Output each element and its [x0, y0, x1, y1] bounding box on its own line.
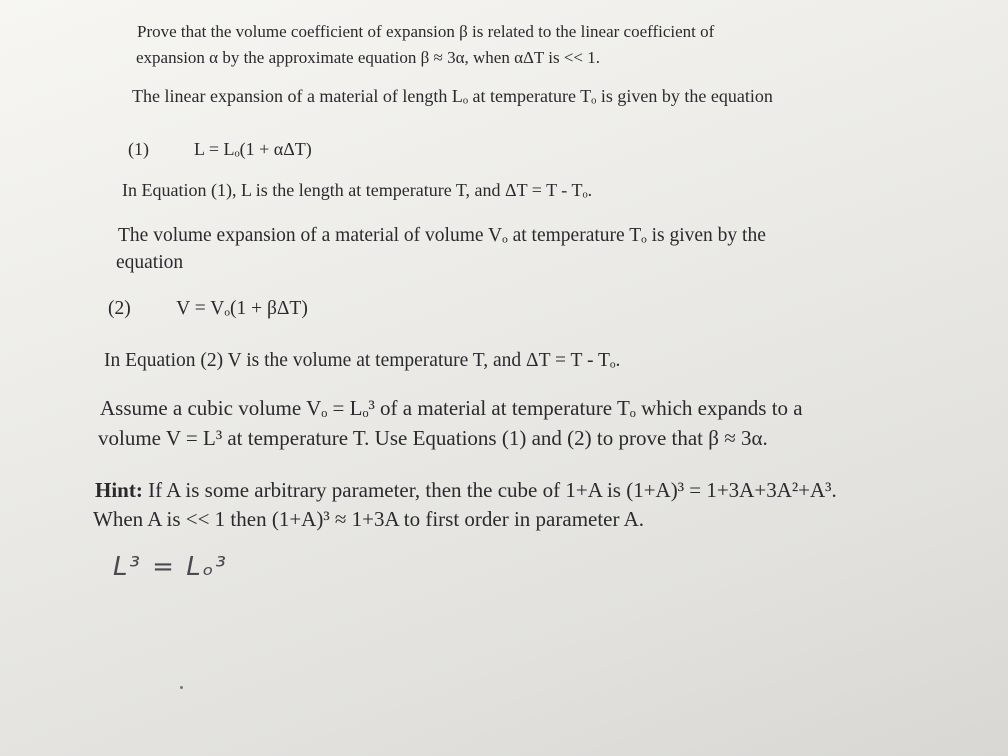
- equation-1: [128, 139, 312, 160]
- linear-intro: The linear expansion of a material of length Lₒ at temperature Tₒ is given by the equation: [132, 86, 773, 106]
- equation-1-explanation: In Equation (1), L is the length at temperature T, and ΔT = T - Tₒ.: [122, 180, 593, 200]
- equation-1-number: (1): [128, 139, 149, 159]
- intro-line-2: expansion α by the approximate equation β ≈ 3α, when αΔT is << 1.: [136, 48, 600, 67]
- equation-2-explanation: In Equation (2) V is the volume at temperature T, and ΔT = T - Tₒ.: [104, 350, 621, 371]
- hint-line-1: [95, 478, 837, 502]
- equation-1-formula: L = Lₒ(1 + αΔT): [194, 139, 312, 159]
- assume-line-1: Assume a cubic volume Vₒ = Lₒ³ of a material at temperature Tₒ which expands to a: [100, 396, 803, 420]
- hint-label: Hint:: [95, 478, 143, 502]
- volume-intro-line-1: The volume expansion of a material of volume Vₒ at temperature Tₒ is given by the: [118, 225, 766, 246]
- volume-intro-line-2: equation: [116, 252, 184, 273]
- hint-line-2: When A is << 1 then (1+A)³ ≈ 1+3A to first order in parameter A.: [93, 507, 645, 531]
- assume-line-2: volume V = L³ at temperature T. Use Equations (1) and (2) to prove that β ≈ 3α.: [98, 426, 768, 450]
- hint-text-1: If A is some arbitrary parameter, then the cube of 1+A is (1+A)³ = 1+3A+3A²+A³.: [148, 478, 837, 502]
- equation-2-number: (2): [108, 298, 131, 319]
- intro-line-1: Prove that the volume coefficient of expansion β is related to the linear coefficient of: [137, 22, 715, 41]
- equation-2-formula: V = Vₒ(1 + βΔT): [176, 298, 308, 319]
- equation-2: [108, 298, 308, 320]
- paper-speck: [180, 686, 183, 689]
- handwritten-note: L³ = Lₒ³: [113, 552, 228, 582]
